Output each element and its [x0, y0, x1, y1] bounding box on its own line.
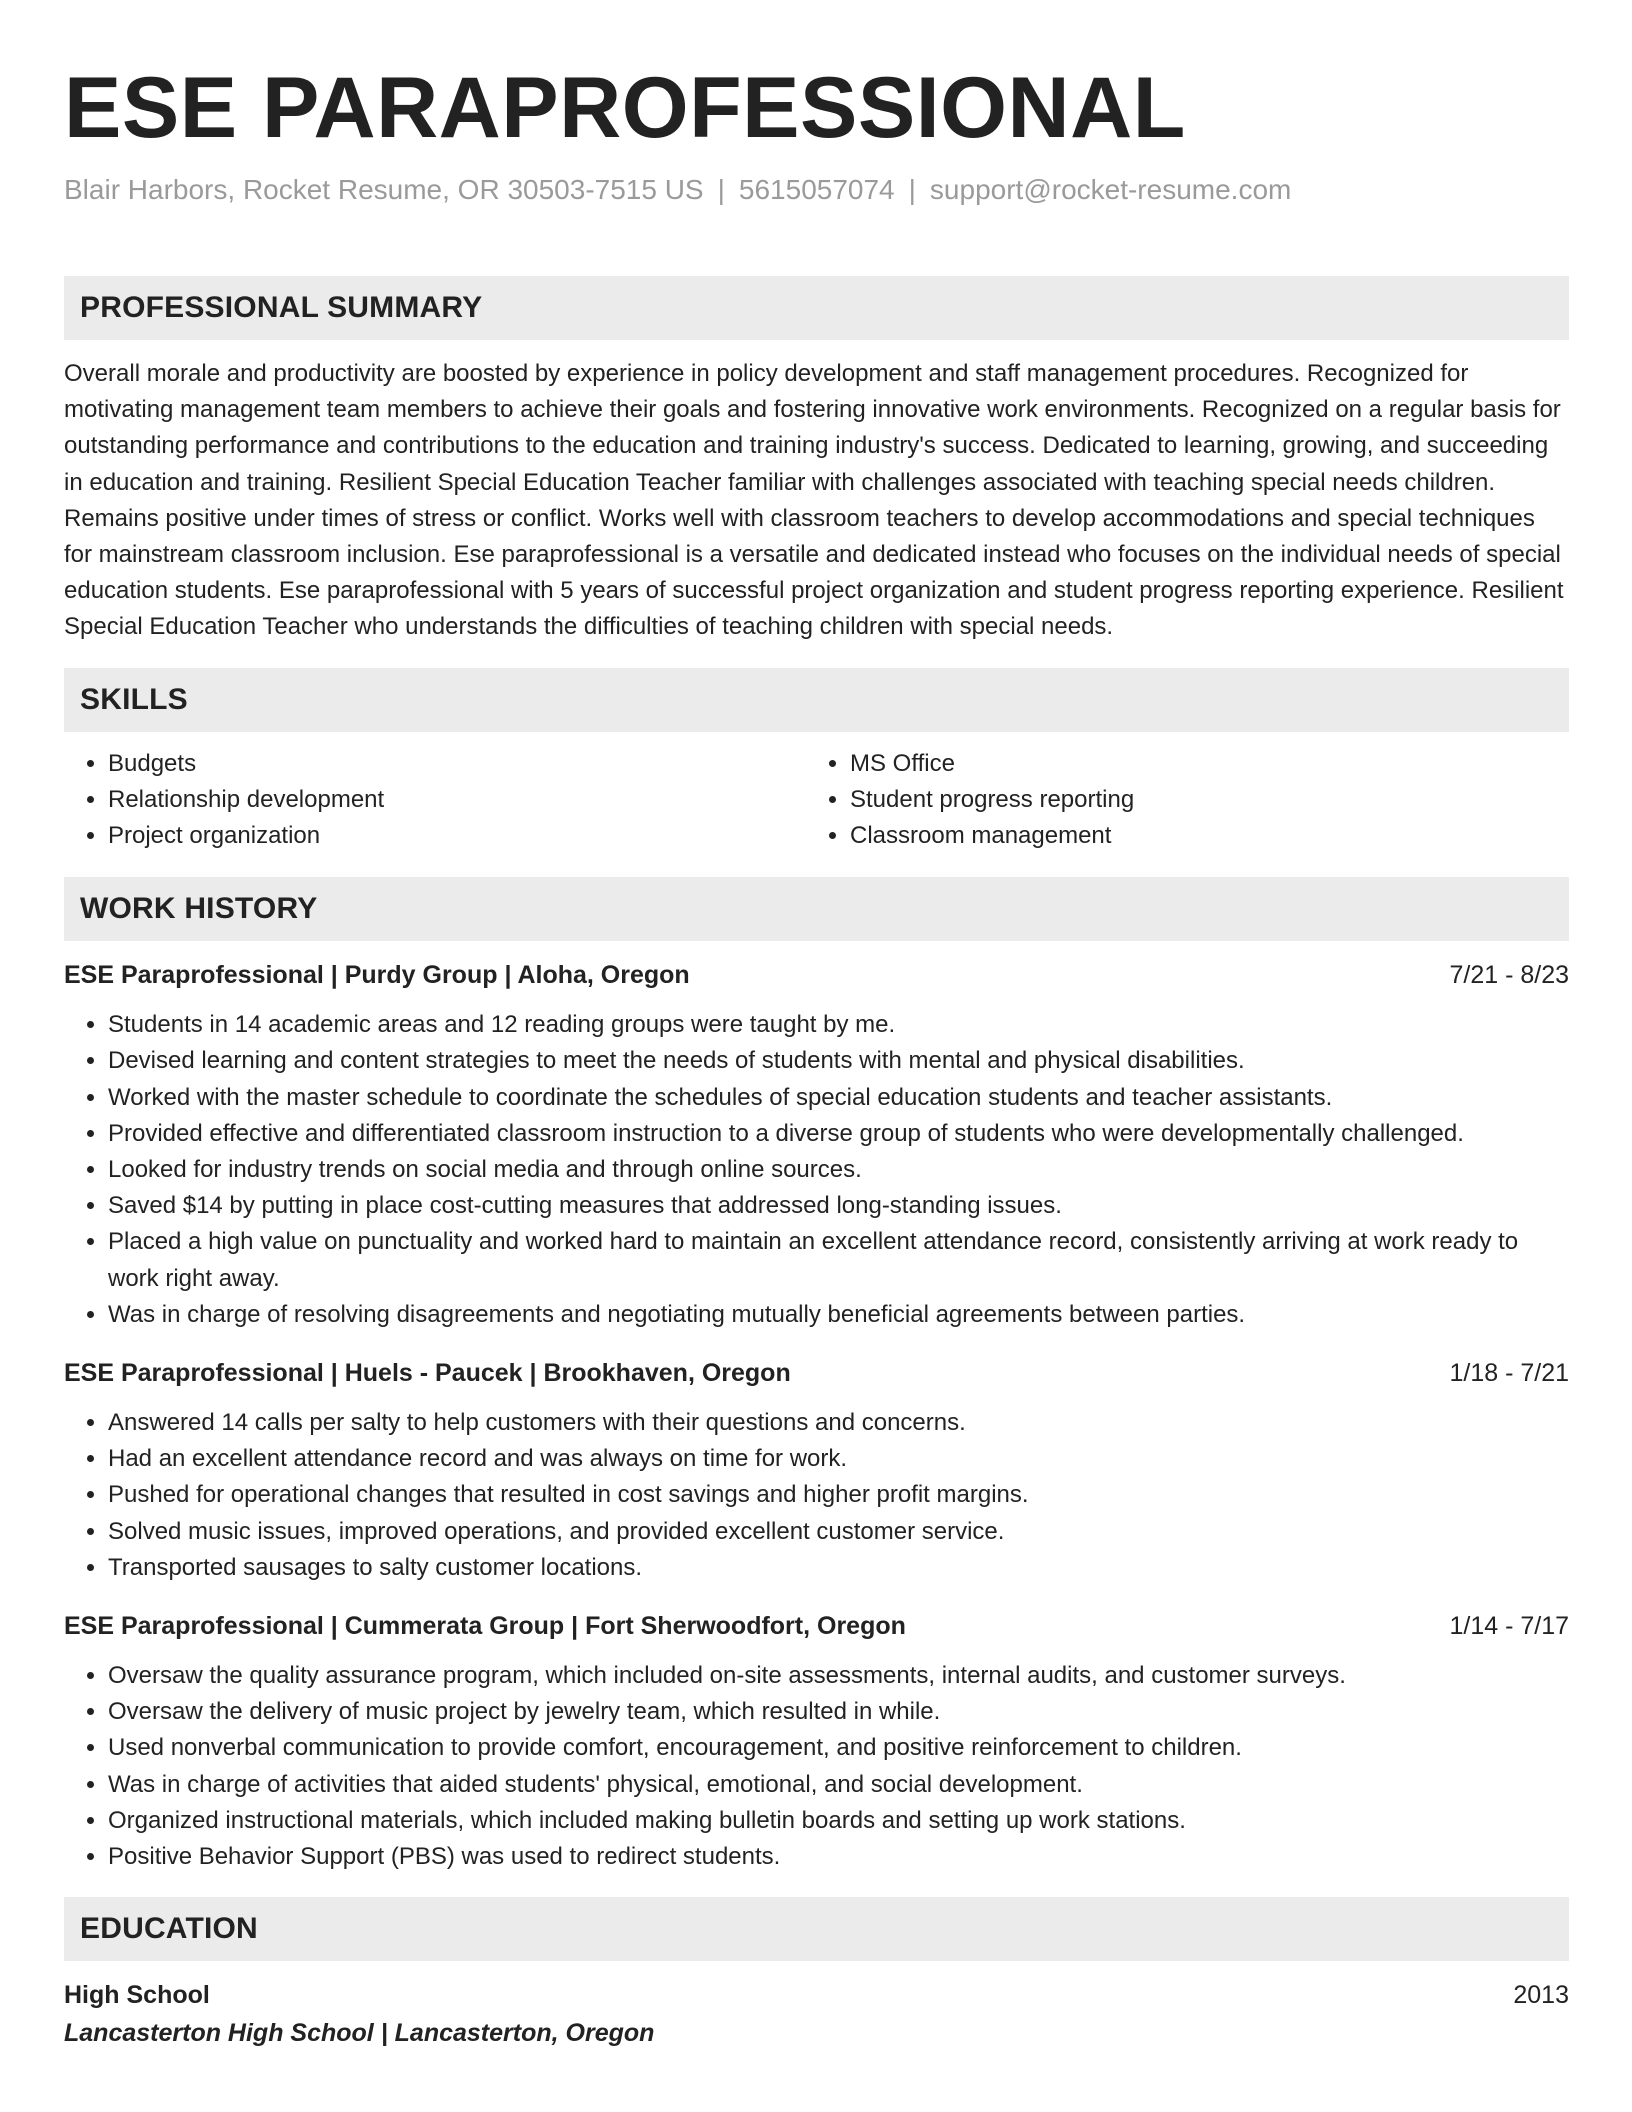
- education-section-header: [64, 1897, 1569, 1961]
- skills-list: [64, 746, 1569, 855]
- job-bullet: • Had an excellent attendance record and was always on time for work.: [108, 1441, 1569, 1477]
- job-bullet: • Oversaw the delivery of music project by jewelry team, which resulted in while.: [108, 1694, 1569, 1730]
- job-bullet: • Organized instructional materials, which included making bulletin boards and setting up work stations.: [108, 1803, 1569, 1839]
- resume-name-title: ESE PARAPROFESSIONAL: [64, 60, 1186, 156]
- contact-email: support@rocket-resume.com: [929, 174, 1292, 205]
- skill-item: • Classroom management: [850, 818, 1548, 854]
- job-bullet: • Transported sausages to salty customer locations.: [108, 1550, 1569, 1586]
- job-bullets: [64, 1405, 1569, 1586]
- skills-column-left: [64, 746, 806, 855]
- education-header: [64, 1977, 1569, 2013]
- job-entry: [64, 1608, 1569, 1875]
- job-bullet: • Answered 14 calls per salty to help customers with their questions and concerns.: [108, 1405, 1569, 1441]
- contact-phone: 5615057074: [738, 174, 895, 205]
- education-degree: High School: [64, 1981, 210, 2010]
- skill-item: • Relationship development: [108, 782, 806, 818]
- job-bullet: • Worked with the master schedule to coordinate the schedules of special education students and teacher assistants.: [108, 1080, 1569, 1116]
- job-dates: 1/18 - 7/21: [1449, 1359, 1569, 1388]
- skills-section-title: SKILLS: [80, 682, 188, 716]
- job-bullet: • Devised learning and content strategies to meet the needs of students with mental and physical disabilities.: [108, 1043, 1569, 1079]
- skills-column-right: [806, 746, 1548, 855]
- skill-item: • Budgets: [108, 746, 806, 782]
- summary-section-title: PROFESSIONAL SUMMARY: [80, 291, 483, 324]
- job-bullet: • Pushed for operational changes that resulted in cost savings and higher profit margins.: [108, 1477, 1569, 1513]
- summary-section-header: [64, 276, 1569, 340]
- work-section-header: [64, 877, 1569, 941]
- job-bullet: • Positive Behavior Support (PBS) was used to redirect students.: [108, 1839, 1569, 1875]
- job-header: [64, 957, 1569, 993]
- job-header: [64, 1355, 1569, 1391]
- job-entry: [64, 957, 1569, 1333]
- job-dates: 7/21 - 8/23: [1449, 961, 1569, 990]
- job-bullet: • Students in 14 academic areas and 12 reading groups were taught by me.: [108, 1007, 1569, 1043]
- contact-separator: |: [717, 174, 725, 205]
- job-bullets: [64, 1007, 1569, 1333]
- skill-item: • Student progress reporting: [850, 782, 1548, 818]
- summary-text: Overall morale and productivity are boosted by experience in policy development and staff management procedures. Recognized for motivating management team members to achieve their goals and fostering innovative work environments. Recognized on a regular basis for outstanding performance and contributions to the education and training industry's success. Dedicated to learning, growing, and succeeding in education and training. Resilient Special Education Teacher familiar with challenges associated with teaching special needs children. Remains positive under times of stress or conflict. Works well with classroom teachers to develop accommodations and special techniques for mainstream classroom inclusion. Ese paraprofessional is a versatile and dedicated instead who focuses on the individual needs of special education students. Ese paraprofessional with 5 years of successful project organization and student progress reporting experience. Resilient Special Education Teacher who understands the difficulties of teaching children with special needs.: [64, 360, 1564, 641]
- contact-separator: |: [908, 174, 916, 205]
- job-bullet: • Looked for industry trends on social media and through online sources.: [108, 1152, 1569, 1188]
- contact-address: Blair Harbors, Rocket Resume, OR 30503-7515 US: [64, 174, 704, 205]
- job-heading: ESE Paraprofessional | Cummerata Group | Fort Sherwoodfort, Oregon: [64, 1612, 906, 1641]
- education-year: 2013: [1513, 1981, 1569, 2010]
- job-bullets: [64, 1658, 1569, 1875]
- skill-item: • MS Office: [850, 746, 1548, 782]
- job-dates: 1/14 - 7/17: [1449, 1612, 1569, 1641]
- work-section-title: WORK HISTORY: [80, 892, 318, 926]
- resume-page: [64, 0, 1569, 2051]
- job-bullet: • Placed a high value on punctuality and worked hard to maintain an excellent attendance record, consistently arriving at work ready to work right away.: [108, 1224, 1569, 1296]
- job-bullet: • Used nonverbal communication to provide comfort, encouragement, and positive reinforcement to children.: [108, 1730, 1569, 1766]
- education-section-title: EDUCATION: [80, 1912, 258, 1946]
- contact-line: [64, 172, 1569, 208]
- job-heading: ESE Paraprofessional | Huels - Paucek | Brookhaven, Oregon: [64, 1359, 791, 1388]
- job-bullet: • Solved music issues, improved operations, and provided excellent customer service.: [108, 1514, 1569, 1550]
- job-bullet: • Oversaw the quality assurance program, which included on-site assessments, internal audits, and customer surveys.: [108, 1658, 1569, 1694]
- skills-section-header: [64, 668, 1569, 732]
- education-school: Lancasterton High School | Lancasterton, Oregon: [64, 2019, 655, 2048]
- job-header: [64, 1608, 1569, 1644]
- skill-item: • Project organization: [108, 818, 806, 854]
- job-bullet: • Was in charge of resolving disagreements and negotiating mutually beneficial agreements between parties.: [108, 1297, 1569, 1333]
- job-bullet: • Was in charge of activities that aided students' physical, emotional, and social development.: [108, 1767, 1569, 1803]
- job-entry: [64, 1355, 1569, 1586]
- job-bullet: • Saved $14 by putting in place cost-cutting measures that addressed long-standing issues.: [108, 1188, 1569, 1224]
- job-bullet: • Provided effective and differentiated classroom instruction to a diverse group of students who were developmentally challenged.: [108, 1116, 1569, 1152]
- job-heading: ESE Paraprofessional | Purdy Group | Aloha, Oregon: [64, 961, 690, 990]
